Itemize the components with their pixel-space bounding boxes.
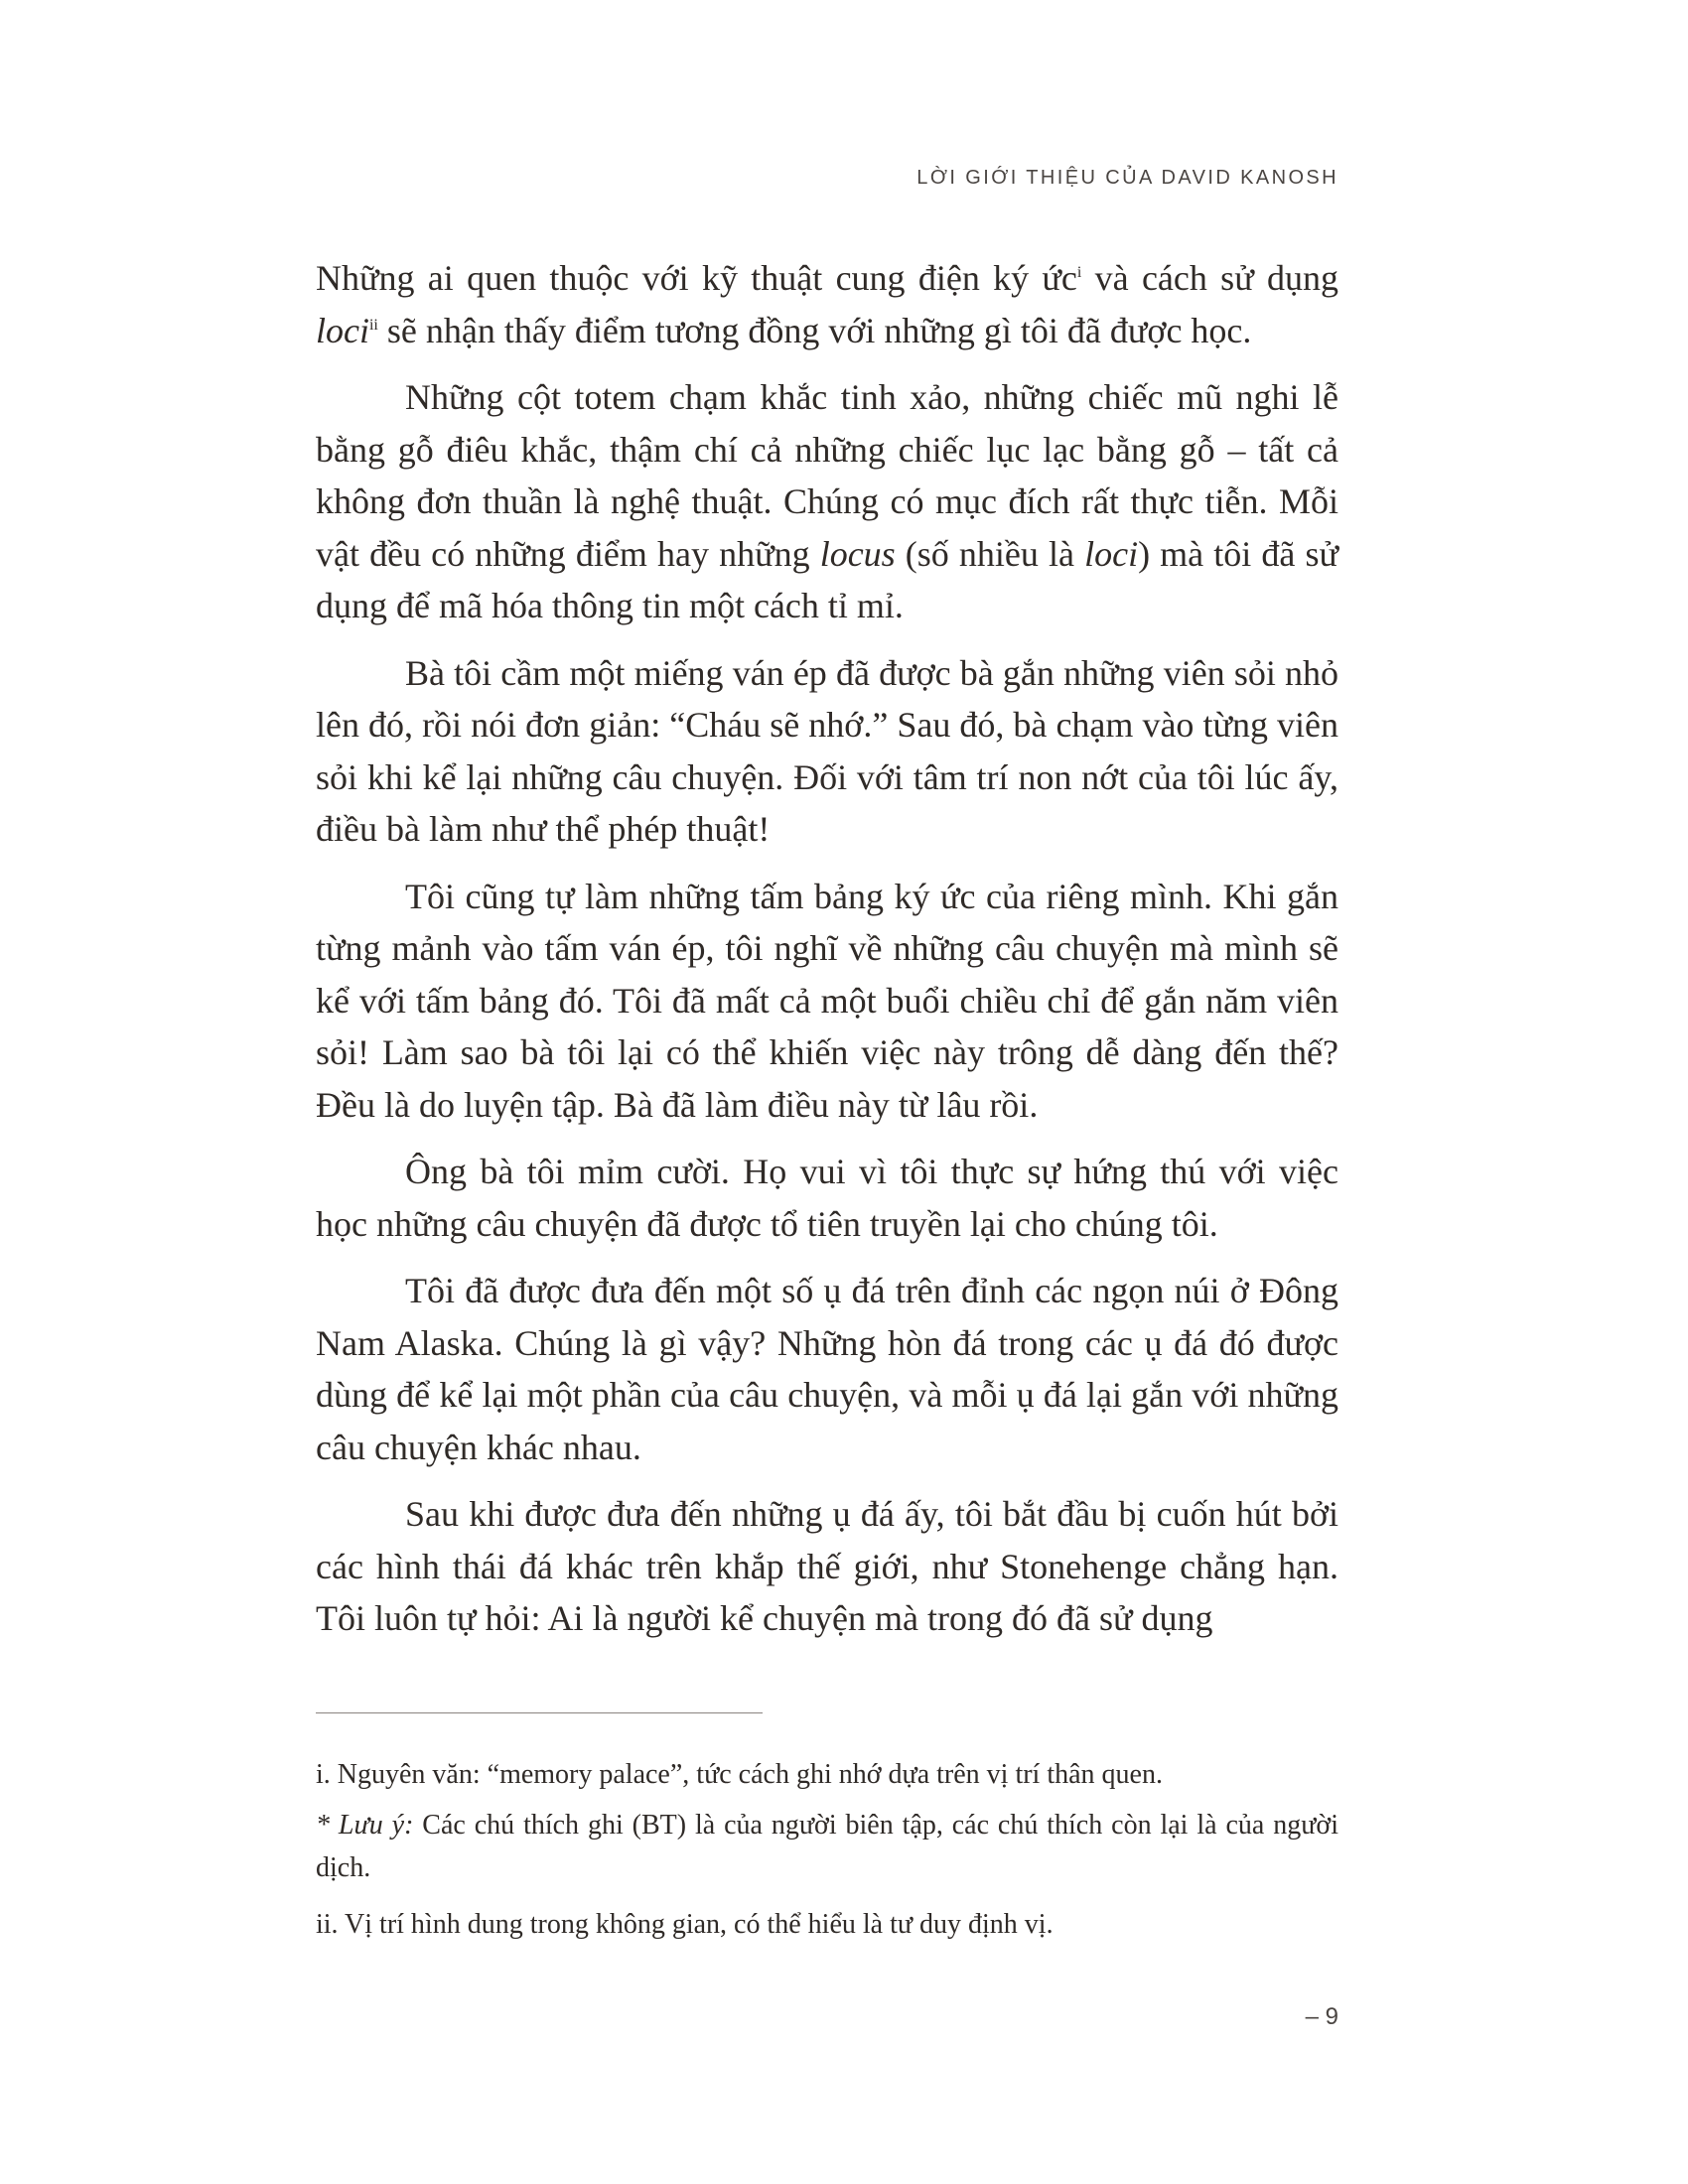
footnotes <box>316 1753 1338 1954</box>
editor-note-label: * Lưu ý: <box>316 1810 414 1841</box>
footnote-i: i. Nguyên văn: “memory palace”, tức cách ghi nhớ dựa trên vị trí thân quen. <box>316 1759 1163 1790</box>
paragraph-7: Sau khi được đưa đến những ụ đá ấy, tôi bắt đầu bị cuốn hút bởi các hình thái đá khác trên khắp thế giới, như Stonehenge chẳng hạn. Tôi luôn tự hỏi: Ai là người kể chuyện mà trong đó đã sử dụng <box>316 1494 1338 1638</box>
paragraph-1-text-a: Những ai quen thuộc với kỹ thuật cung điện ký ức <box>316 258 1077 298</box>
page-number: – 9 <box>1305 2003 1338 2030</box>
paragraph-1-text-c: sẽ nhận thấy điểm tương đồng với những gì tôi đã được học. <box>377 310 1252 350</box>
footnote-ref-i: i <box>1076 264 1082 281</box>
paragraph-2 <box>316 371 1338 632</box>
running-header: LỜI GIỚI THIỆU CỦA DAVID KANOSH <box>916 167 1338 189</box>
paragraph-3: Bà tôi cầm một miếng ván ép đã được bà gắn những viên sỏi nhỏ lên đó, rồi nói đơn giản: “Cháu sẽ nhớ.” Sau đó, bà chạm vào từng viên sỏi khi kể lại những câu chuyện. Đối với tâm trí non nớt của tôi lúc ấy, điều bà làm như thể phép thuật! <box>316 652 1338 849</box>
body-text <box>316 252 1338 1660</box>
paragraph-2-text-b: (số nhiều là <box>895 533 1085 574</box>
paragraph-5: Ông bà tôi mỉm cười. Họ vui vì tôi thực sự hứng thú với việc học những câu chuyện đã được tổ tiên truyền lại cho chúng tôi. <box>316 1152 1338 1244</box>
footnote-ii: ii. Vị trí hình dung trong không gian, có thể hiểu là tư duy định vị. <box>316 1909 1054 1940</box>
paragraph-1-text-b: và cách sử dụng <box>1081 258 1339 298</box>
paragraph-1 <box>316 252 1338 356</box>
paragraph-4: Tôi cũng tự làm những tấm bảng ký ức của riêng mình. Khi gắn từng mảnh vào tấm ván ép, tôi nghĩ về những câu chuyện mà mình sẽ kể với tấm bảng đó. Tôi đã mất cả một buổi chiều chỉ để gắn năm viên sỏi! Làm sao bà tôi lại có thể khiến việc này trông dễ dàng đến thế? Đều là do luyện tập. Bà đã làm điều này từ lâu rồi. <box>316 876 1338 1125</box>
editor-note-text: Các chú thích ghi (BT) là của người biên tập, các chú thích còn lại là của người dịch. <box>316 1810 1338 1883</box>
paragraph-6: Tôi đã được đưa đến một số ụ đá trên đỉnh các ngọn núi ở Đông Nam Alaska. Chúng là gì vậy? Những hòn đá trong các ụ đá đó được dùng để kể lại một phần của câu chuyện, và mỗi ụ đá lại gắn với những câu chuyện khác nhau. <box>316 1271 1338 1467</box>
term-locus: locus <box>819 533 896 574</box>
footnote-ref-ii: ii <box>368 316 378 334</box>
paragraph-2-text-c: ) mà tôi đã sử dụng để mã hóa thông tin một cách tỉ mỉ. <box>316 533 1338 625</box>
footnote-divider <box>316 1712 763 1713</box>
term-loci-plural: loci <box>1084 533 1139 574</box>
term-loci: loci <box>316 310 369 350</box>
paragraph-2-text-a: Những cột totem chạm khắc tinh xảo, những chiếc mũ nghi lễ bằng gỗ điêu khắc, thậm chí cả những chiếc lục lạc bằng gỗ – tất cả không đơn thuần là nghệ thuật. Chúng có mục đích rất thực tiễn. Mỗi vật đều có những điểm hay những <box>316 377 1338 574</box>
editor-note <box>316 1804 1338 1889</box>
